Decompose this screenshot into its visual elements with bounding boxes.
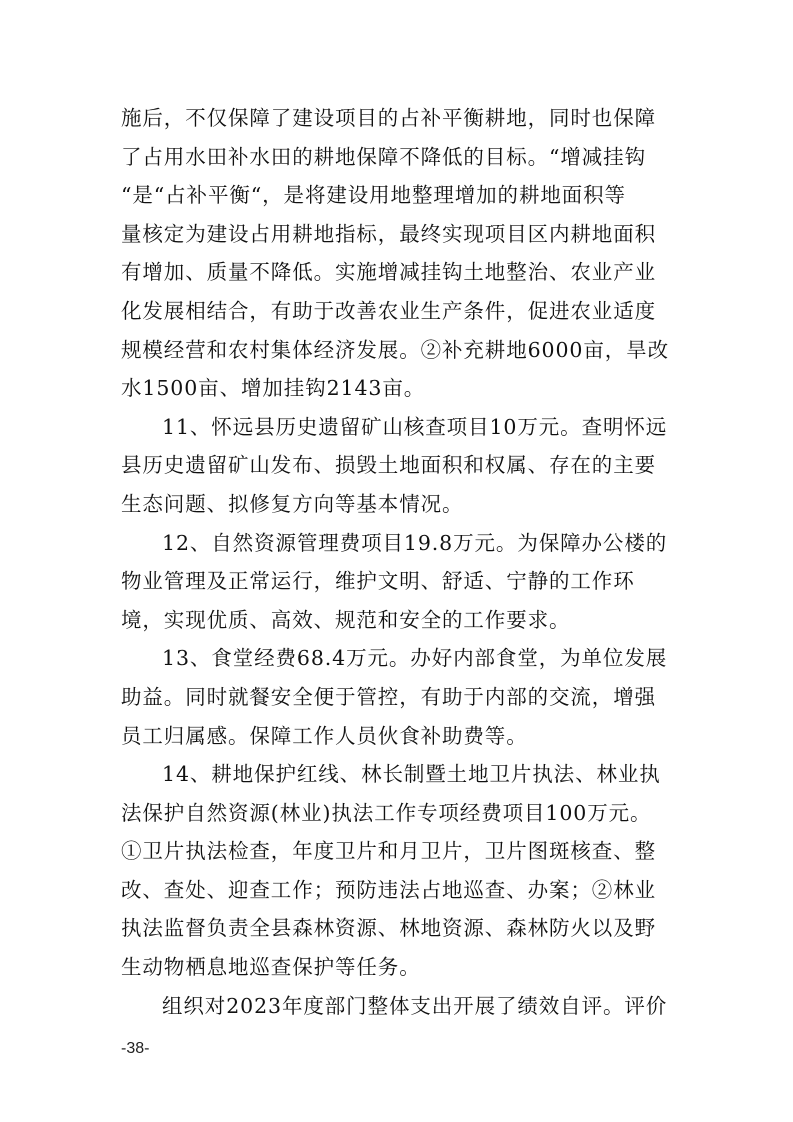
text-line: 规模经营和农村集体经济发展。②补充耕地6000亩，旱改 [121,337,669,362]
text-line: 有增加、质量不降低。实施增减挂钩土地整治、农业产业 [121,260,656,285]
text-line: 量核定为建设占用耕地指标，最终实现项目区内耕地面积 [121,221,656,246]
paragraph-item-14-start: 14、耕地保护红线、林长制暨土地卫片执法、林业执 [162,762,661,787]
text-line: 生动物栖息地巡查保护等任务。 [121,955,421,980]
paragraph-item-12-start: 12、自然资源管理费项目19.8万元。为保障办公楼的 [162,530,668,555]
text-line: 法保护自然资源(林业)执法工作专项经费项目100万元。 [121,800,652,825]
text-line: 员工归属感。保障工作人员伙食补助费等。 [121,723,528,748]
text-line: 化发展相结合，有助于改善农业生产条件，促进农业适度 [121,298,656,323]
page-number: -38- [121,1040,150,1057]
text-line: 改、查处、迎查工作；预防违法占地巡查、办案；②林业 [121,877,656,902]
paragraph-evaluation-start: 组织对2023年度部门整体支出开展了绩效自评。评价 [162,993,668,1018]
text-line: 施后，不仅保障了建设项目的占补平衡耕地，同时也保障 [121,106,656,130]
text-line: 生态问题、拟修复方向等基本情况。 [121,491,464,516]
text-line: 物业管理及正常运行，维护文明、舒适、宁静的工作环 [121,569,635,594]
text-line: 助益。同时就餐安全便于管控，有助于内部的交流，增强 [121,684,656,709]
paragraph-item-11-start: 11、怀远县历史遗留矿山核查项目10万元。查明怀远 [162,414,668,439]
body-text [121,99,669,1025]
text-line: 水1500亩、增加挂钩2143亩。 [121,376,426,401]
paragraph-item-13-start: 13、食堂经费68.4万元。办好内部食堂，为单位发展 [162,646,668,671]
text-line: 境，实现优质、高效、规范和安全的工作要求。 [121,607,571,632]
text-line: 县历史遗留矿山发布、损毁土地面积和权属、存在的主要 [121,453,656,478]
text-line: ①卫片执法检查，年度卫片和月卫片，卫片图斑核查、整 [121,839,656,864]
text-line: “是“占补平衡“，是将建设用地整理增加的耕地面积等 [121,183,626,208]
text-line: 执法监督负责全县森林资源、林地资源、森林防火以及野 [121,916,656,941]
text-line: 了占用水田补水田的耕地保障不降低的目标。“增减挂钩 [121,144,646,169]
